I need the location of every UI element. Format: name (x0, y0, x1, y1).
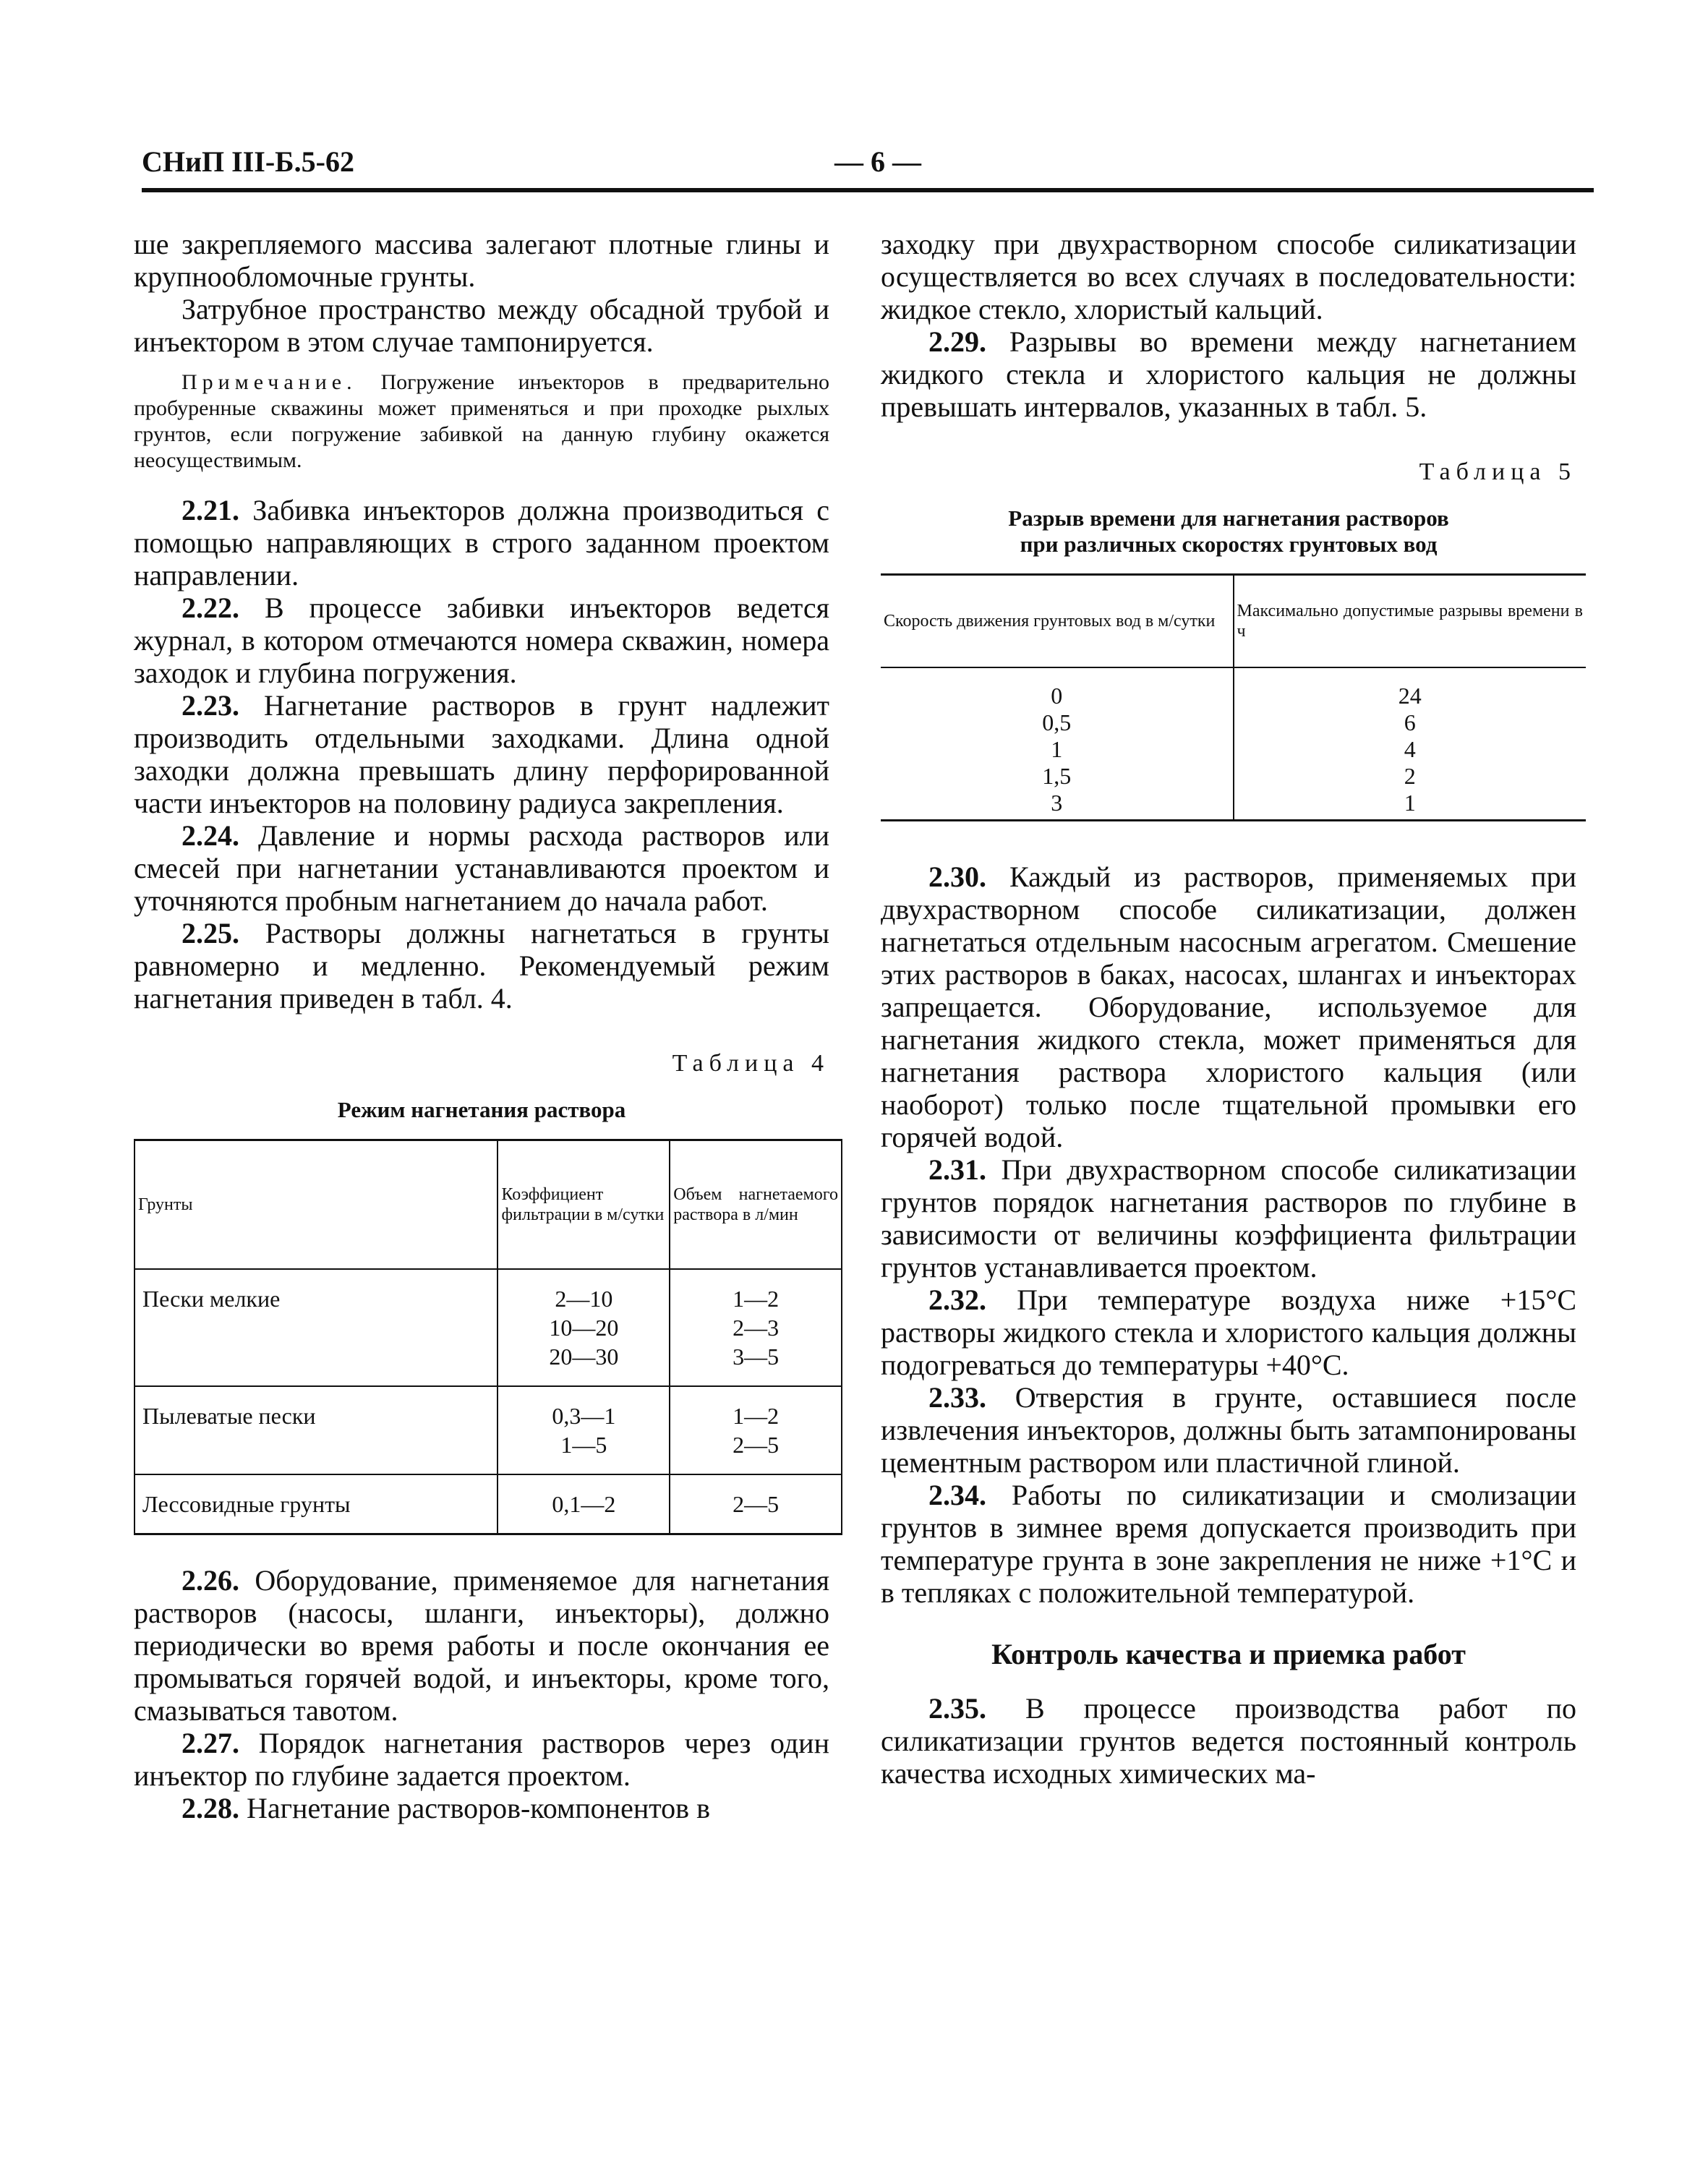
clause-text: При температуре воздуха ниже +15°С растворы жидкого стекла и хлористого кальция должны подогреваться до температуры +40°С. (881, 1284, 1576, 1381)
clause-text: В процессе забивки инъекторов ведется журнал, в котором отмечаются номера скважин, номера заходок и глубина погружения. (134, 592, 830, 689)
clause-number: 2.26. (182, 1564, 239, 1597)
clause-2-21 (134, 494, 829, 592)
clause-2-27 (134, 1727, 829, 1792)
clause-2-32 (881, 1284, 1576, 1381)
clause-2-29 (881, 325, 1576, 423)
section-title: Контроль качества и приемка работ (991, 1638, 1466, 1670)
clause-text: Давление и нормы расхода растворов или смесей при нагнетании устанавливаются проектом и уточняются пробным нагнетанием до начала работ. (134, 819, 830, 917)
volume-value: 3—5 (733, 1344, 780, 1370)
table-4 (134, 1139, 842, 1535)
clause-text: Работы по силикатизации и смолизации грунтов в зимнее время допускается производить при температуре грунта в зоне закрепления не ниже +1°С и в тепляках с положительной температурой. (881, 1479, 1577, 1609)
volume-cell: 2—5 (670, 1474, 842, 1534)
coef-value: 20—30 (549, 1344, 619, 1370)
gap-value: 1 (1404, 790, 1416, 816)
volume-value: 1—2 (733, 1403, 780, 1429)
clause-2-35 (881, 1692, 1576, 1790)
clause-number: 2.23. (182, 689, 239, 722)
volume-cell (670, 1269, 842, 1386)
clause-2-34 (881, 1479, 1576, 1609)
gap-value: 6 (1404, 709, 1416, 735)
gap-value: 2 (1404, 763, 1416, 789)
clause-text: В процессе производства работ по силикатизации грунтов ведется постоянный контроль качества исходных химических ма- (881, 1692, 1576, 1790)
col-header-soil: Грунты (134, 1140, 498, 1270)
clause-number: 2.25. (182, 917, 239, 949)
clause-number: 2.32. (928, 1284, 986, 1316)
clause-number: 2.22. (182, 592, 239, 624)
paragraph: ше закрепляемого массива залегают плотные глины и крупнообломочные грунты. (134, 228, 829, 293)
speed-value: 0,5 (1042, 709, 1072, 735)
volume-value: 2—3 (733, 1315, 780, 1341)
clause-number: 2.34. (928, 1479, 986, 1511)
clause-2-23 (134, 689, 829, 819)
table4-caption: Таблица 4 (672, 1050, 829, 1077)
coef-cell (498, 1269, 670, 1386)
volume-value: 2—5 (733, 1432, 780, 1458)
clause-text: Забивка инъекторов должна производиться с помощью направляющих в строго заданном проектом направлении. (134, 494, 829, 592)
speed-cell (881, 667, 1234, 821)
speed-value: 0 (1051, 683, 1063, 709)
speed-value: 1 (1051, 736, 1063, 762)
coef-cell (498, 1386, 670, 1474)
clause-number: 2.24. (182, 819, 239, 852)
clause-2-30 (881, 860, 1576, 1153)
coef-value: 0,3—1 (552, 1403, 616, 1429)
table5-title-line: Разрыв времени для нагнетания растворов (1008, 505, 1449, 531)
table4-title: Режим нагнетания раствора (337, 1097, 626, 1122)
clause-number: 2.21. (182, 494, 239, 526)
clause-number: 2.33. (928, 1381, 986, 1414)
coef-value: 1—5 (560, 1432, 607, 1458)
table-row (134, 1386, 842, 1474)
coef-value: 10—20 (549, 1315, 619, 1341)
clause-number: 2.27. (182, 1727, 239, 1759)
table5-title (881, 505, 1576, 558)
clause-number: 2.31. (928, 1153, 986, 1186)
coef-value: 2—10 (555, 1286, 613, 1312)
table5-title-line: при различных скоростях грунтовых вод (1020, 531, 1438, 557)
clause-number: 2.35. (928, 1692, 986, 1725)
clause-text: Нагнетание растворов-компонентов в (247, 1792, 710, 1824)
col-header-volume: Объем нагнетаемого раствора в л/мин (670, 1140, 842, 1270)
clause-2-26 (134, 1564, 829, 1727)
clause-2-33 (881, 1381, 1576, 1479)
soil-cell: Пылеватые пески (134, 1386, 498, 1474)
clause-text: Нагнетание растворов в грунт надлежит производить отдельными заходками. Длина одной заходки должна превышать длину перфорированной части инъекторов на половину радиуса закрепления. (134, 689, 829, 819)
speed-value: 1,5 (1042, 763, 1072, 789)
note-label: Примечание. (182, 370, 357, 394)
coef-cell: 0,1—2 (498, 1474, 670, 1534)
volume-cell (670, 1386, 842, 1474)
clause-number: 2.29. (928, 325, 986, 358)
note (134, 370, 829, 474)
table5-caption: Таблица 5 (1419, 458, 1576, 485)
clause-text: Порядок нагнетания растворов через один инъектор по глубине задается проектом. (134, 1727, 829, 1792)
col-header-coef: Коэффициент фильтрации в м/сутки (498, 1140, 670, 1270)
left-column (134, 228, 838, 1824)
col-header-speed: Скорость движения грунтовых вод в м/сутки (881, 575, 1234, 668)
clause-number: 2.30. (928, 860, 986, 893)
page-number: — 6 — (834, 145, 921, 178)
speed-value: 3 (1051, 790, 1063, 816)
col-header-gap: Максимально допустимые разрывы времени в ч (1234, 575, 1587, 668)
clause-text: Растворы должны нагнетаться в грунты равномерно и медленно. Рекомендуемый режим нагнетания приведен в табл. 4. (134, 917, 830, 1015)
volume-value: 1—2 (733, 1286, 780, 1312)
clause-text: Отверстия в грунте, оставшиеся после извлечения инъекторов, должны быть затампонированы цементным раствором или пластичной глиной. (881, 1381, 1576, 1479)
table-row (881, 667, 1586, 821)
note-text: Погружение инъекторов в предварительно пробуренные скважины может применяться и при проходке рыхлых грунтов, если погружение забивкой на данную глубину окажется неосуществимым. (134, 370, 829, 472)
header-rule (142, 188, 1594, 192)
gap-value: 24 (1398, 683, 1422, 709)
table-5 (881, 573, 1586, 821)
paragraph: заходку при двухрастворном способе силикатизации осуществляется во всех случаях в последовательности: жидкое стекло, хлористый кальций. (881, 228, 1576, 325)
paragraph: Затрубное пространство между обсадной трубой и инъектором в этом случае тампонируется. (134, 293, 829, 358)
table-row (134, 1269, 842, 1386)
clause-text: При двухрастворном способе силикатизации грунтов порядок нагнетания растворов по глубине в зависимости от величины коэффициента фильтрации грунтов устанавливается проектом. (881, 1153, 1576, 1284)
clause-2-24 (134, 819, 829, 917)
gap-value: 4 (1404, 736, 1416, 762)
clause-2-25 (134, 917, 829, 1015)
soil-cell: Лессовидные грунты (134, 1474, 498, 1534)
clause-text: Каждый из растворов, применяемых при двухрастворном способе силикатизации, должен нагнетаться отдельным насосным агрегатом. Смешение этих растворов в баках, насосах, шлангах и инъекторах запрещается. Оборудование, используемое для нагнетания жидкого стекла, может применяться для нагнетания раствора хлористого кальция (или наоборот) только после тщательной промывки его горячей водой. (881, 860, 1576, 1153)
right-column (881, 228, 1583, 1790)
soil-cell: Пески мелкие (134, 1269, 498, 1386)
table-row (134, 1474, 842, 1534)
clause-2-28 (134, 1792, 829, 1824)
clause-2-31 (881, 1153, 1576, 1284)
clause-text: Разрывы во времени между нагнетанием жидкого стекла и хлористого кальция не должны превышать интервалов, указанных в табл. 5. (881, 325, 1577, 423)
clause-2-22 (134, 592, 829, 689)
gap-cell (1234, 667, 1587, 821)
document-code: СНиП III-Б.5-62 (142, 145, 354, 178)
clause-text: Оборудование, применяемое для нагнетания растворов (насосы, шланги, инъекторы), должно периодически во время работы и после окончания ее промываться горячей водой, и инъекторы, кроме того, смазываться тавотом. (134, 1564, 829, 1727)
clause-number: 2.28. (182, 1792, 239, 1824)
